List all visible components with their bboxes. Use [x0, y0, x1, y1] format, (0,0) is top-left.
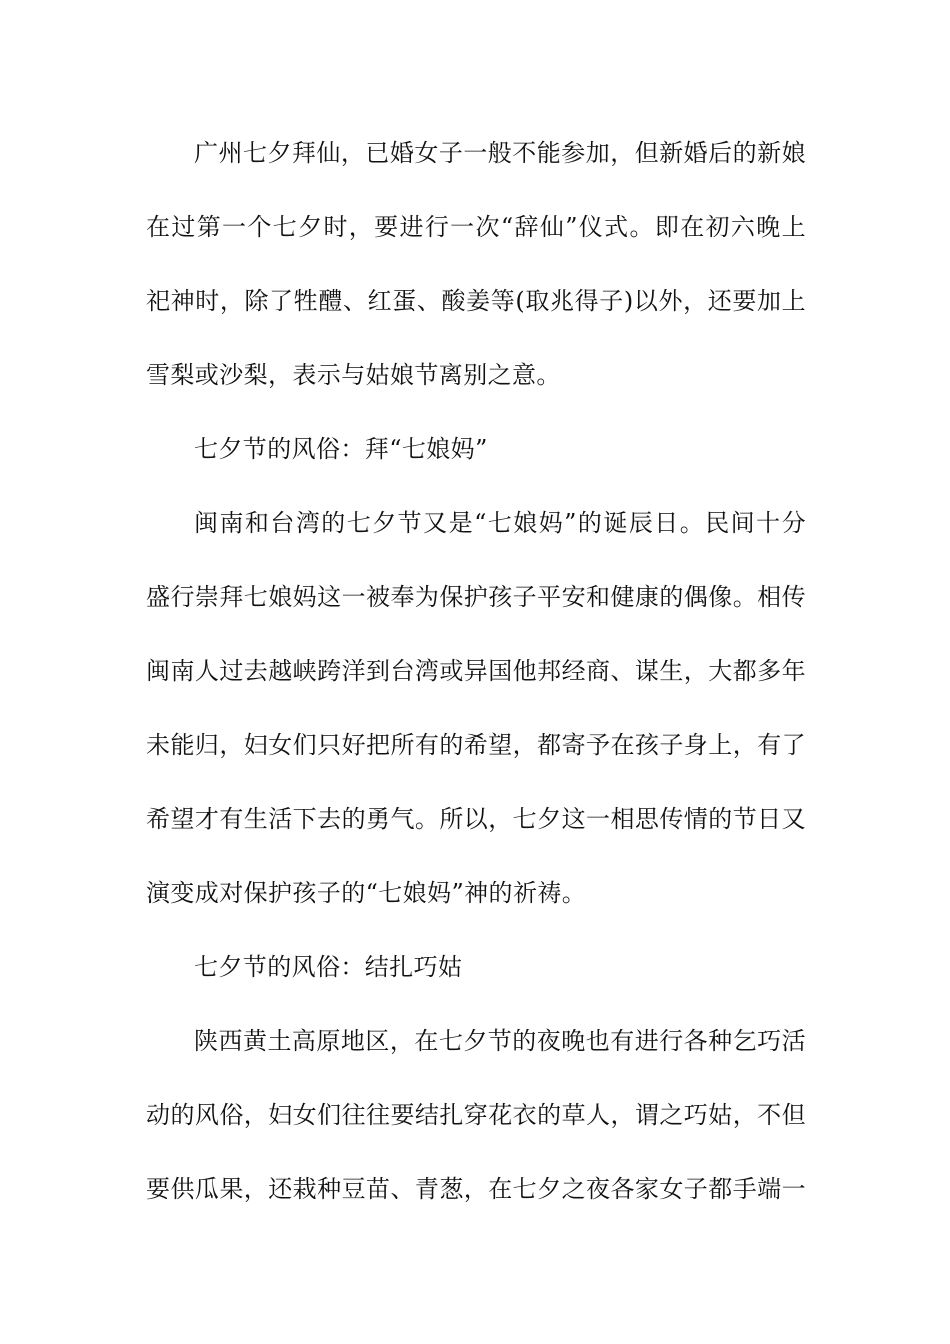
section-heading: 七夕节的风俗：拜“七娘妈” [194, 435, 488, 463]
paragraph-line: 未能归，妇女们只好把所有的希望，都寄予在孩子身上，有了 [146, 731, 806, 759]
section-heading: 七夕节的风俗：结扎巧姑 [194, 953, 463, 981]
paragraph-line: 演变成对保护孩子的“七娘妈”神的祈祷。 [146, 879, 587, 907]
paragraph-line: 希望才有生活下去的勇气。所以，七夕这一相思传情的节日又 [146, 805, 806, 833]
paragraph-line: 雪梨或沙梨，表示与姑娘节离别之意。 [146, 361, 561, 389]
paragraph-line: 要供瓜果，还栽种豆苗、青葱，在七夕之夜各家女子都手端一 [146, 1175, 806, 1203]
paragraph-line: 闽南和台湾的七夕节又是“七娘妈”的诞辰日。民间十分 [194, 509, 806, 537]
paragraph-line: 祀神时，除了牲醴、红蛋、酸姜等(取兆得子)以外，还要加上 [146, 287, 806, 315]
paragraph-line: 广州七夕拜仙，已婚女子一般不能参加，但新婚后的新娘 [194, 139, 806, 167]
paragraph-line: 动的风俗，妇女们往往要结扎穿花衣的草人，谓之巧姑，不但 [146, 1101, 806, 1129]
paragraph-line: 陕西黄土高原地区，在七夕节的夜晚也有进行各种乞巧活 [194, 1027, 806, 1055]
paragraph-line: 在过第一个七夕时，要进行一次“辞仙”仪式。即在初六晚上 [146, 213, 806, 241]
paragraph-line: 盛行崇拜七娘妈这一被奉为保护孩子平安和健康的偶像。相传 [146, 583, 806, 611]
paragraph-line: 闽南人过去越峡跨洋到台湾或异国他邦经商、谋生，大都多年 [146, 657, 806, 685]
